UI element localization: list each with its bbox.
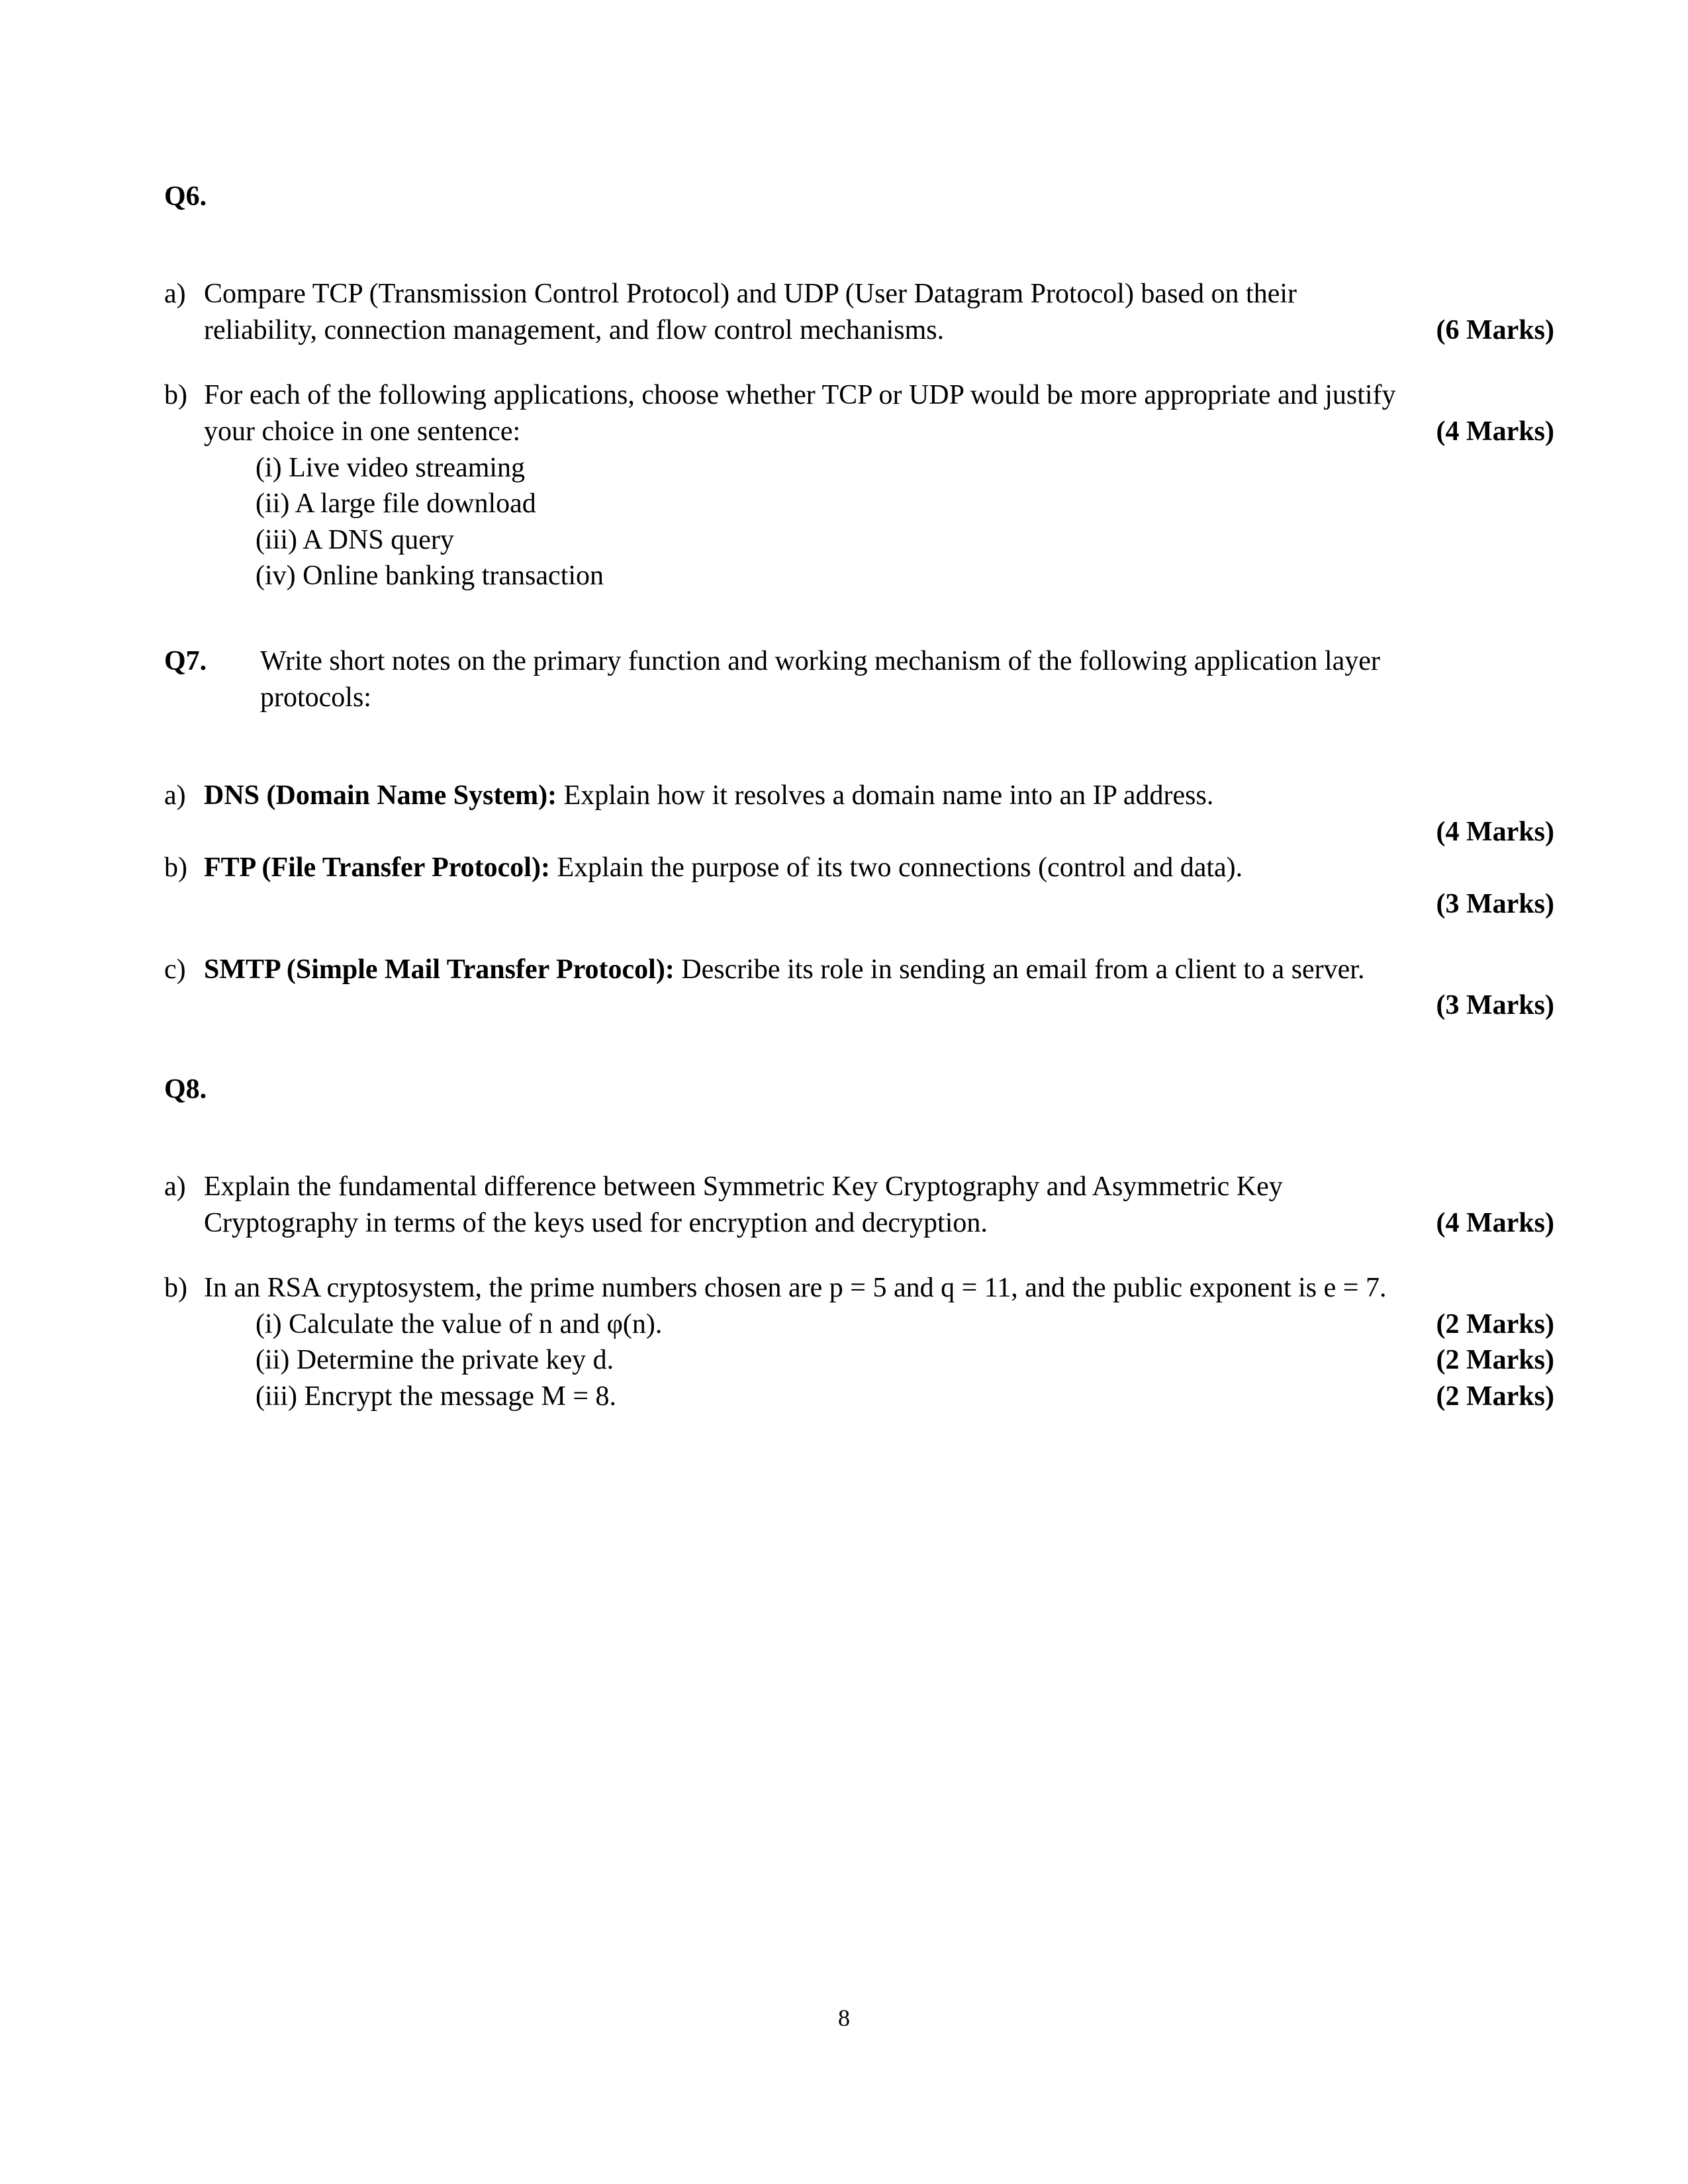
sub-item-text: (iv) Online banking transaction — [256, 561, 604, 592]
item-text-line: your choice in one sentence: — [204, 416, 521, 447]
question-items-q6 — [164, 276, 1554, 594]
item-body-q7c — [204, 952, 1554, 1024]
question-label-q8: Q8. — [164, 1073, 207, 1105]
sub-item-list-q6b — [204, 450, 1554, 594]
protocol-name-ftp: FTP (File Transfer Protocol): — [204, 852, 550, 884]
list-item — [164, 1270, 1554, 1414]
item-marker-q7a: a) — [164, 780, 186, 811]
protocol-name-smtp: SMTP (Simple Mail Transfer Protocol): — [204, 954, 675, 985]
page-content — [164, 180, 1554, 1415]
marks-label: (6 Marks) — [1436, 314, 1554, 345]
question-heading-q7 — [164, 643, 1554, 715]
item-body-q8b — [204, 1270, 1554, 1414]
protocol-name-dns: DNS (Domain Name System): — [204, 780, 557, 811]
list-item — [256, 486, 1554, 522]
list-item — [164, 1169, 1554, 1241]
question-block-q8 — [164, 1073, 1554, 1415]
marks-label: (2 Marks) — [1436, 1345, 1554, 1376]
list-item — [164, 377, 1554, 594]
item-marker-q7c: c) — [164, 954, 186, 985]
sub-item-text: (ii) Determine the private key d. — [256, 1345, 614, 1376]
item-text-line: Cryptography in terms of the keys used for encryption and decryption. — [204, 1207, 988, 1238]
item-marker-q6a: a) — [164, 279, 186, 310]
marks-label: (4 Marks) — [1436, 816, 1554, 847]
item-body-q7a — [204, 778, 1554, 850]
list-item — [164, 276, 1554, 348]
item-text-line — [204, 952, 1554, 988]
list-item — [256, 1306, 1554, 1343]
question-block-q6 — [164, 180, 1554, 594]
sub-item-text: (i) Live video streaming — [256, 452, 526, 483]
item-text-line: reliability, connection management, and flow control mechanisms. — [204, 314, 945, 345]
item-body-q8a — [204, 1169, 1554, 1241]
item-marker-q8b: b) — [164, 1273, 187, 1304]
list-item — [256, 1342, 1554, 1379]
sub-item-text: (iii) A DNS query — [256, 524, 454, 555]
list-item — [164, 952, 1554, 1024]
list-item — [256, 1379, 1554, 1415]
marks-label: (3 Marks) — [1436, 990, 1554, 1021]
question-block-q7 — [164, 643, 1554, 1024]
item-body-q6a — [204, 276, 1554, 348]
question-label-q6: Q6. — [164, 181, 207, 212]
list-item — [256, 522, 1554, 559]
page-number: 8 — [838, 2005, 850, 2031]
list-item — [256, 450, 1554, 486]
item-text-line-with-marks — [204, 312, 1554, 349]
sub-item-text: (ii) A large file download — [256, 488, 536, 520]
item-text-line: Explain the fundamental difference between Symmetric Key Cryptography and Asymmetric Key — [204, 1171, 1283, 1202]
item-text-line: Compare TCP (Transmission Control Protocol) and UDP (User Datagram Protocol) based on their — [204, 279, 1297, 310]
list-item — [256, 558, 1554, 594]
item-text-line: For each of the following applications, choose whether TCP or UDP would be more appropriate and justify — [204, 380, 1396, 411]
marks-label: (2 Marks) — [1436, 1381, 1554, 1412]
question-intro-q7 — [260, 643, 1554, 715]
sub-item-text: (iii) Encrypt the message M = 8. — [256, 1381, 617, 1412]
question-items-q8 — [164, 1169, 1554, 1415]
item-text-line-with-marks — [204, 414, 1554, 450]
item-marker-q8a: a) — [164, 1171, 186, 1202]
question-intro-line: Write short notes on the primary function and working mechanism of the following application layer — [260, 645, 1380, 676]
list-item — [164, 850, 1554, 922]
marks-label: (4 Marks) — [1436, 416, 1554, 447]
item-marker-q6b: b) — [164, 380, 187, 411]
item-text-rest: Describe its role in sending an email from a client to a server. — [674, 954, 1365, 985]
item-body-q7b — [204, 850, 1554, 922]
item-text-line: In an RSA cryptosystem, the prime numbers chosen are p = 5 and q = 11, and the public exponent is e = 7. — [204, 1273, 1387, 1304]
question-label-q7: Q7. — [164, 645, 207, 676]
item-text-rest: Explain the purpose of its two connections (control and data). — [549, 852, 1243, 884]
item-text-line — [204, 778, 1554, 814]
item-marker-q7b: b) — [164, 852, 187, 884]
sub-item-list-q8b — [204, 1306, 1554, 1415]
list-item — [164, 778, 1554, 850]
item-text-line-with-marks — [204, 1205, 1554, 1242]
marks-label: (2 Marks) — [1436, 1308, 1554, 1340]
question-intro-line: protocols: — [260, 682, 371, 713]
sub-item-text: (i) Calculate the value of n and φ(n). — [256, 1308, 663, 1340]
item-text-rest: Explain how it resolves a domain name into an IP address. — [557, 780, 1214, 811]
marks-label: (4 Marks) — [1436, 1207, 1554, 1238]
marks-label: (3 Marks) — [1436, 888, 1554, 919]
question-items-q7 — [164, 778, 1554, 1024]
item-text-line — [204, 850, 1554, 886]
item-body-q6b — [204, 377, 1554, 594]
